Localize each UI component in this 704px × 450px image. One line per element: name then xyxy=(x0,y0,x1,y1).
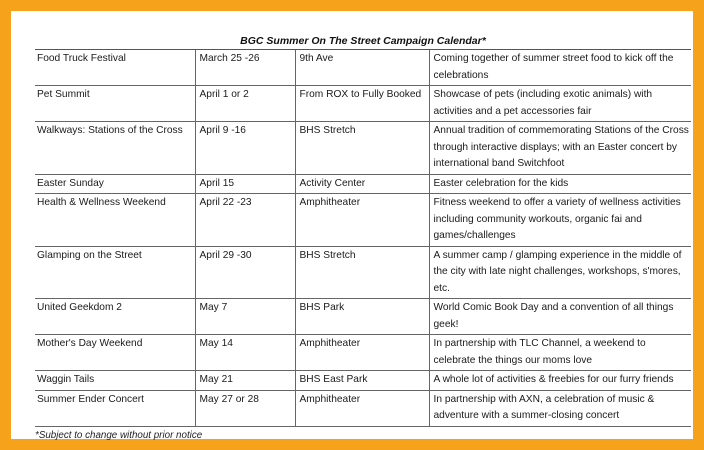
event-date: April 15 xyxy=(195,174,295,194)
event-venue: BHS Stretch xyxy=(295,246,429,299)
event-venue: Activity Center xyxy=(295,174,429,194)
event-name: Food Truck Festival xyxy=(35,50,195,86)
event-name: Easter Sunday xyxy=(35,174,195,194)
table-row xyxy=(35,122,691,175)
event-name: Health & Wellness Weekend xyxy=(35,194,195,247)
event-date: April 29 -30 xyxy=(195,246,295,299)
table-row xyxy=(35,50,691,86)
calendar-document xyxy=(35,33,691,442)
event-date: April 1 or 2 xyxy=(195,86,295,122)
event-name: Walkways: Stations of the Cross xyxy=(35,122,195,175)
event-venue: BHS East Park xyxy=(295,371,429,391)
table-row xyxy=(35,335,691,371)
event-date: May 21 xyxy=(195,371,295,391)
table-row xyxy=(35,194,691,247)
event-description: A whole lot of activities & freebies for our furry friends xyxy=(429,371,691,391)
event-venue: Amphitheater xyxy=(295,194,429,247)
footnote: *Subject to change without prior notice xyxy=(35,429,203,441)
event-description: World Comic Book Day and a convention of all things geek! xyxy=(429,299,691,335)
table-row xyxy=(35,390,691,426)
event-description: Fitness weekend to offer a variety of wellness activities including community workouts, organic fai and games/challenges xyxy=(429,194,691,247)
event-date: April 9 -16 xyxy=(195,122,295,175)
event-date: April 22 -23 xyxy=(195,194,295,247)
event-description: In partnership with AXN, a celebration of music & adventure with a summer-closing concert xyxy=(429,390,691,426)
event-name: United Geekdom 2 xyxy=(35,299,195,335)
event-description: Easter celebration for the kids xyxy=(429,174,691,194)
table-row xyxy=(35,174,691,194)
event-name: Pet Summit xyxy=(35,86,195,122)
table-row xyxy=(35,371,691,391)
event-venue: 9th Ave xyxy=(295,50,429,86)
event-description: A summer camp / glamping experience in the middle of the city with late night challenges, workshops, s'mores, etc. xyxy=(429,246,691,299)
table-row xyxy=(35,299,691,335)
event-date: March 25 -26 xyxy=(195,50,295,86)
event-venue: From ROX to Fully Booked xyxy=(295,86,429,122)
event-date: May 14 xyxy=(195,335,295,371)
event-venue: BHS Park xyxy=(295,299,429,335)
event-name: Waggin Tails xyxy=(35,371,195,391)
event-venue: Amphitheater xyxy=(295,390,429,426)
event-name: Summer Ender Concert xyxy=(35,390,195,426)
event-name: Mother's Day Weekend xyxy=(35,335,195,371)
event-date: May 27 or 28 xyxy=(195,390,295,426)
event-description: Showcase of pets (including exotic animals) with activities and a pet accessories fair xyxy=(429,86,691,122)
calendar-title: BGC Summer On The Street Campaign Calendar* xyxy=(35,33,691,50)
table-row xyxy=(35,246,691,299)
event-name: Glamping on the Street xyxy=(35,246,195,299)
event-description: In partnership with TLC Channel, a weekend to celebrate the things our moms love xyxy=(429,335,691,371)
event-venue: BHS Stretch xyxy=(295,122,429,175)
event-date: May 7 xyxy=(195,299,295,335)
event-venue: Amphitheater xyxy=(295,335,429,371)
events-table xyxy=(35,50,691,427)
event-description: Coming together of summer street food to kick off the celebrations xyxy=(429,50,691,86)
table-row xyxy=(35,86,691,122)
event-description: Annual tradition of commemorating Stations of the Cross through interactive displays; with an Easter concert by international band Switchfoot xyxy=(429,122,691,175)
